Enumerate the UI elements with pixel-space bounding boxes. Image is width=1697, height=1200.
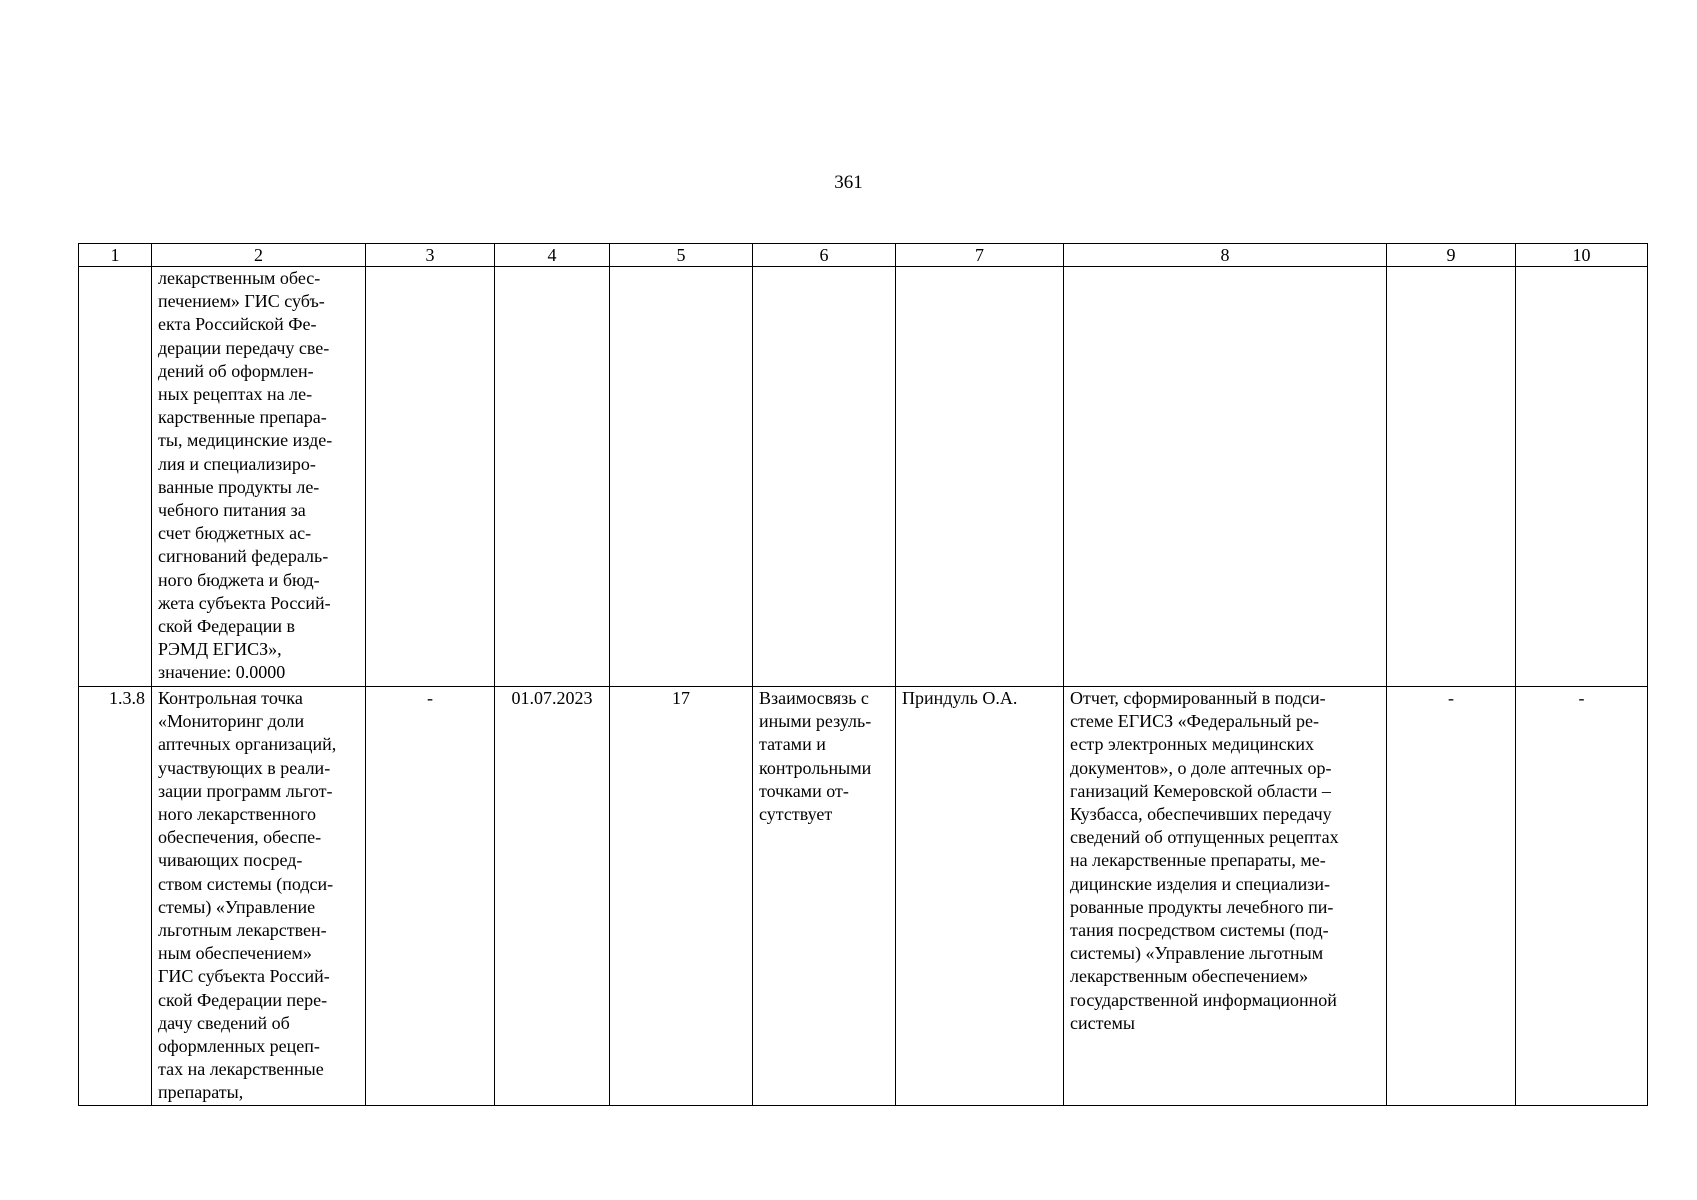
- cell-col9: [1387, 267, 1516, 687]
- cell-date: [495, 267, 610, 687]
- column-header-9: 9: [1387, 244, 1516, 267]
- cell-relation: [753, 267, 896, 687]
- table-row: [79, 687, 1648, 1106]
- column-header-8: 8: [1064, 244, 1387, 267]
- page-number: 361: [834, 172, 863, 193]
- column-header-2: 2: [152, 244, 366, 267]
- column-header-3: 3: [366, 244, 495, 267]
- cell-col10: [1516, 267, 1648, 687]
- column-header-1: 1: [79, 244, 152, 267]
- cell-col9: -: [1387, 687, 1516, 1106]
- column-header-5: 5: [610, 244, 753, 267]
- cell-col5: [610, 267, 753, 687]
- cell-col3: -: [366, 687, 495, 1106]
- column-header-10: 10: [1516, 244, 1648, 267]
- cell-number: 1.3.8: [79, 687, 152, 1106]
- cell-date: 01.07.2023: [495, 687, 610, 1106]
- column-header-7: 7: [896, 244, 1064, 267]
- cell-relation: Взаимосвязь с иными резуль- татами и контрольными точками от- сутствует: [753, 687, 896, 1106]
- cell-responsible: [896, 267, 1064, 687]
- cell-responsible: Приндуль О.А.: [896, 687, 1064, 1106]
- cell-col3: [366, 267, 495, 687]
- cell-number: [79, 267, 152, 687]
- cell-name: лекарственным обес- печением» ГИС субъ- екта Российской Фе- дерации передачу све- дений об оформлен- ных рецептах на ле- карственные препара- ты, медицинские изде- лия и специализиро- ванные продукты ле- чебного питания за счет бюджетных ас- сигнований федераль- ного бюджета и бюд- жета субъекта Россий- ской Федерации в РЭМД ЕГИСЗ», значение: 0.0000: [152, 267, 366, 687]
- document-table: [78, 243, 1648, 1106]
- cell-col10: -: [1516, 687, 1648, 1106]
- column-header-4: 4: [495, 244, 610, 267]
- cell-report: [1064, 267, 1387, 687]
- cell-name: Контрольная точка «Мониторинг доли аптечных организаций, участвующих в реали- зации программ льгот- ного лекарственного обеспечения, обеспе- чивающих посред- ством системы (подси- стемы) «Управление льготным лекарствен- ным обеспечением» ГИС субъекта Россий- ской Федерации пере- дачу сведений об оформленных рецеп- тах на лекарственные препараты,: [152, 687, 366, 1106]
- header-row: [79, 244, 1648, 267]
- table-row-continuation: [79, 267, 1648, 687]
- cell-report: Отчет, сформированный в подси- стеме ЕГИСЗ «Федеральный ре- естр электронных медицинских документов», о доле аптечных ор- ганизаций Кемеровской области – Кузбасса, обеспечивших передачу сведений об отпущенных рецептах на лекарственные препараты, ме- дицинские изделия и специализи- рованные продукты лечебного пи- тания посредством системы (под- системы) «Управление льготным лекарственным обеспечением» государственной информационной системы: [1064, 687, 1387, 1106]
- column-header-6: 6: [753, 244, 896, 267]
- cell-col5: 17: [610, 687, 753, 1106]
